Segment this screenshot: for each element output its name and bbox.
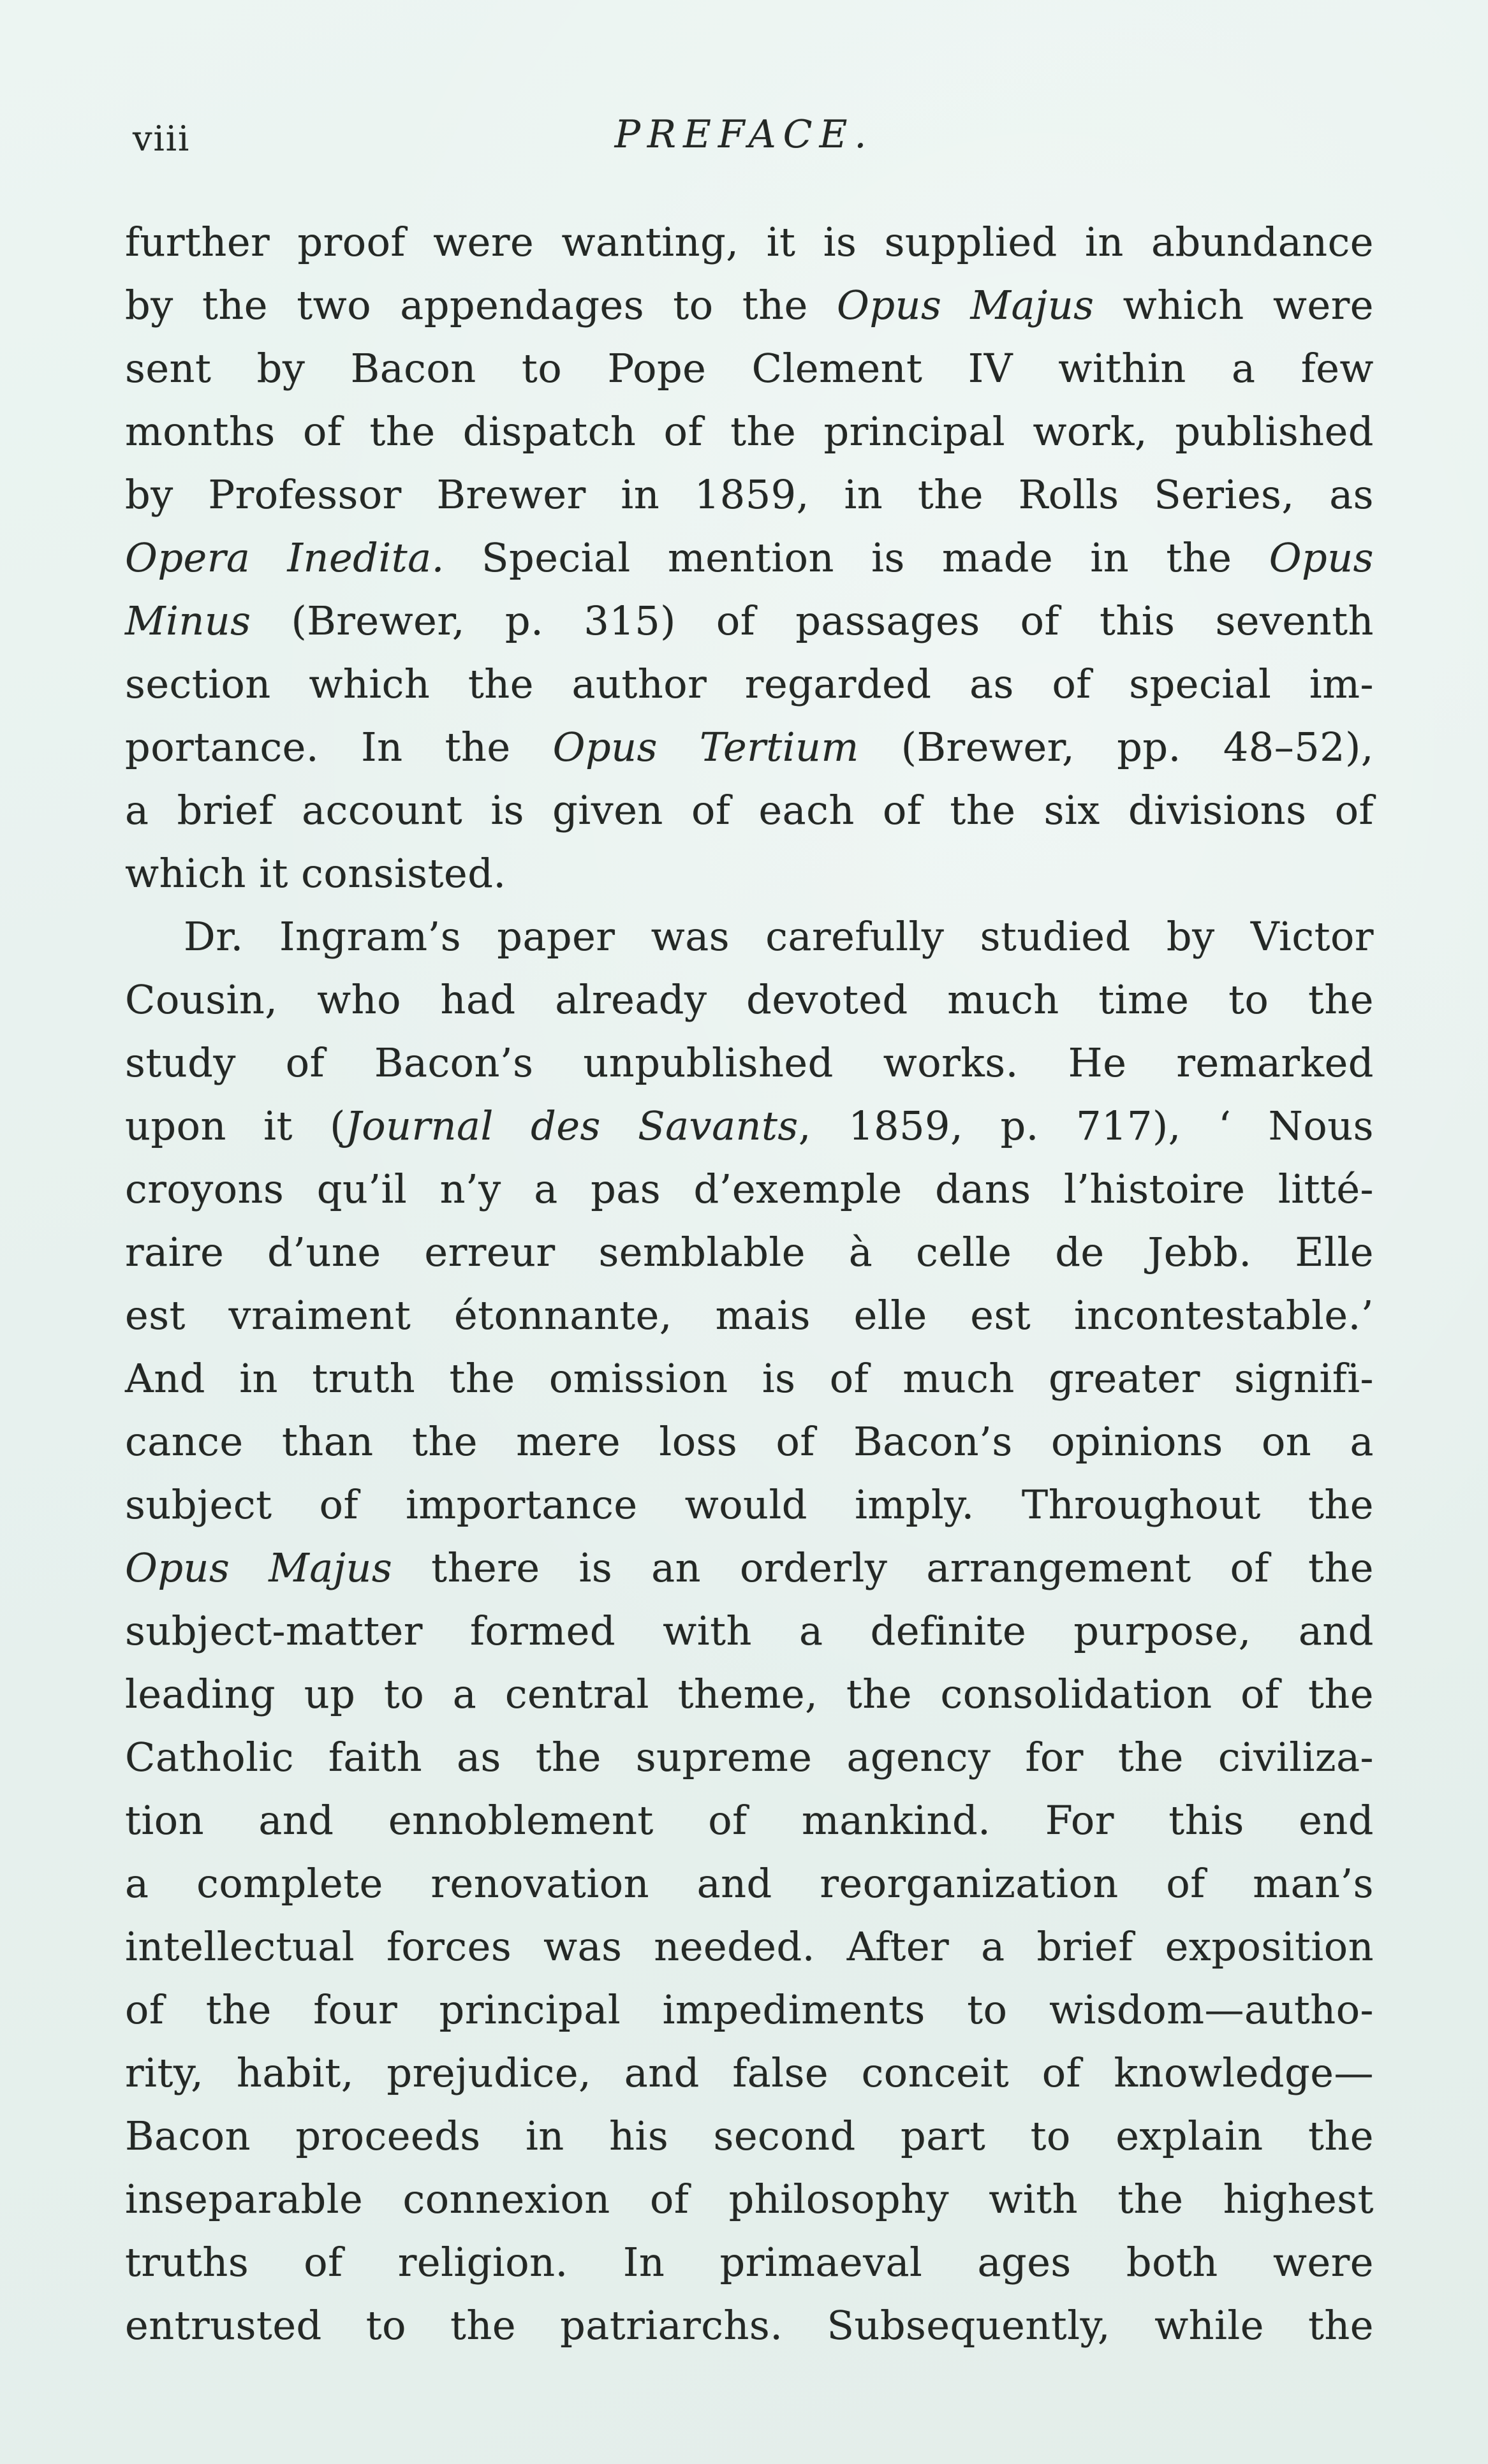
- text-segment: months of the dispatch of the principal work, published: [125, 408, 1374, 455]
- text-segment: a complete renovation and reorganization of man’s: [125, 1860, 1374, 1907]
- text-segment: intellectual forces was needed. After a brief exposition: [125, 1923, 1374, 1970]
- text-segment: Cousin, who had already devoted much time to the: [125, 976, 1374, 1023]
- text-line: [125, 2041, 1374, 2104]
- text-segment: est vraiment étonnante, mais elle est incontestable.’: [125, 1292, 1374, 1338]
- text-line: [125, 210, 1374, 274]
- page-header: [0, 112, 1488, 170]
- text-line: [125, 1410, 1374, 1473]
- text-segment: which it consisted.: [125, 850, 506, 897]
- text-line: [125, 1221, 1374, 1284]
- text-segment: by the two appendages to the: [125, 282, 837, 328]
- text-segment: section which the author regarded as of special im-: [125, 661, 1374, 707]
- page-title: PREFACE.: [614, 112, 874, 157]
- text-segment: cance than the mere loss of Bacon’s opinions on a: [125, 1418, 1374, 1465]
- text-line: [125, 1094, 1374, 1157]
- text-line: [125, 274, 1374, 337]
- text-line: [125, 905, 1374, 968]
- text-segment: subject of importance would imply. Throughout the: [125, 1481, 1374, 1528]
- text-line: [125, 1915, 1374, 1978]
- text-segment: rity, habit, prejudice, and false conceit of knowledge—: [125, 2050, 1374, 2096]
- text-segment: Bacon proceeds in his second part to explain the: [125, 2113, 1374, 2159]
- italic-text-segment: Minus: [125, 598, 251, 644]
- text-segment: Dr. Ingram’s paper was carefully studied by Victor: [184, 913, 1374, 960]
- text-line: [125, 337, 1374, 400]
- text-segment: sent by Bacon to Pope Clement IV within a few: [125, 345, 1374, 392]
- text-segment: (Brewer, pp. 48–52),: [858, 724, 1374, 770]
- text-segment: And in truth the omission is of much greater signifi-: [125, 1355, 1374, 1402]
- text-line: [125, 2294, 1374, 2357]
- text-line: [125, 1347, 1374, 1410]
- italic-text-segment: Opus Tertium: [552, 724, 859, 770]
- text-line: [125, 1031, 1374, 1094]
- text-segment: croyons qu’il n’y a pas d’exemple dans l’histoire litté-: [125, 1166, 1374, 1212]
- text-segment: Special mention is made in the: [444, 534, 1269, 581]
- text-segment: further proof were wanting, it is supplied in abundance: [125, 219, 1374, 265]
- italic-text-segment: Opus Majus: [125, 1544, 393, 1591]
- text-segment: there is an orderly arrangement of the: [392, 1544, 1374, 1591]
- text-segment: by Professor Brewer in 1859, in the Rolls Series, as: [125, 471, 1374, 518]
- page-number: viii: [133, 119, 191, 159]
- text-segment: which were: [1094, 282, 1374, 328]
- text-line: [125, 1789, 1374, 1852]
- text-line: [125, 2231, 1374, 2294]
- text-segment: a brief account is given of each of the six divisions of: [125, 787, 1374, 833]
- text-line: [125, 2104, 1374, 2167]
- text-segment: tion and ennoblement of mankind. For this end: [125, 1797, 1374, 1844]
- text-line: [125, 715, 1374, 779]
- italic-text-segment: Opera Inedita.: [125, 534, 445, 581]
- text-segment: study of Bacon’s unpublished works. He remarked: [125, 1039, 1374, 1086]
- text-line: [125, 842, 1374, 905]
- text-line: [125, 463, 1374, 526]
- text-line: [125, 1157, 1374, 1221]
- text-line: [125, 1536, 1374, 1599]
- text-segment: Catholic faith as the supreme agency for the civiliza-: [125, 1734, 1374, 1780]
- text-segment: leading up to a central theme, the consolidation of the: [125, 1671, 1374, 1717]
- text-segment: portance. In the: [125, 724, 553, 770]
- text-segment: of the four principal impediments to wisdom—autho-: [125, 1986, 1374, 2033]
- text-segment: entrusted to the patriarchs. Subsequently, while the: [125, 2302, 1374, 2349]
- text-segment: truths of religion. In primaeval ages both were: [125, 2239, 1374, 2285]
- text-line: [125, 1284, 1374, 1347]
- text-line: [125, 1852, 1374, 1915]
- italic-text-segment: Opus: [1269, 534, 1374, 581]
- text-segment: (Brewer, p. 315) of passages of this seventh: [251, 598, 1374, 644]
- text-line: [125, 1978, 1374, 2041]
- text-line: [125, 526, 1374, 589]
- italic-text-segment: Opus Majus: [837, 282, 1094, 328]
- text-segment: raire d’une erreur semblable à celle de Jebb. Elle: [125, 1229, 1374, 1275]
- text-segment: upon it (: [125, 1103, 346, 1149]
- text-line: [125, 779, 1374, 842]
- text-line: [125, 2167, 1374, 2231]
- text-line: [125, 652, 1374, 715]
- text-line: [125, 1662, 1374, 1726]
- text-line: [125, 1726, 1374, 1789]
- text-line: [125, 968, 1374, 1031]
- text-segment: , 1859, p. 717), ‘ Nous: [798, 1103, 1374, 1149]
- text-segment: inseparable connexion of philosophy with the highest: [125, 2176, 1374, 2222]
- text-line: [125, 589, 1374, 652]
- text-line: [125, 1599, 1374, 1662]
- page-body: [125, 210, 1374, 2357]
- text-line: [125, 400, 1374, 463]
- text-segment: subject-matter formed with a definite purpose, and: [125, 1608, 1374, 1654]
- italic-text-segment: Journal des Savants: [345, 1103, 799, 1149]
- text-line: [125, 1473, 1374, 1536]
